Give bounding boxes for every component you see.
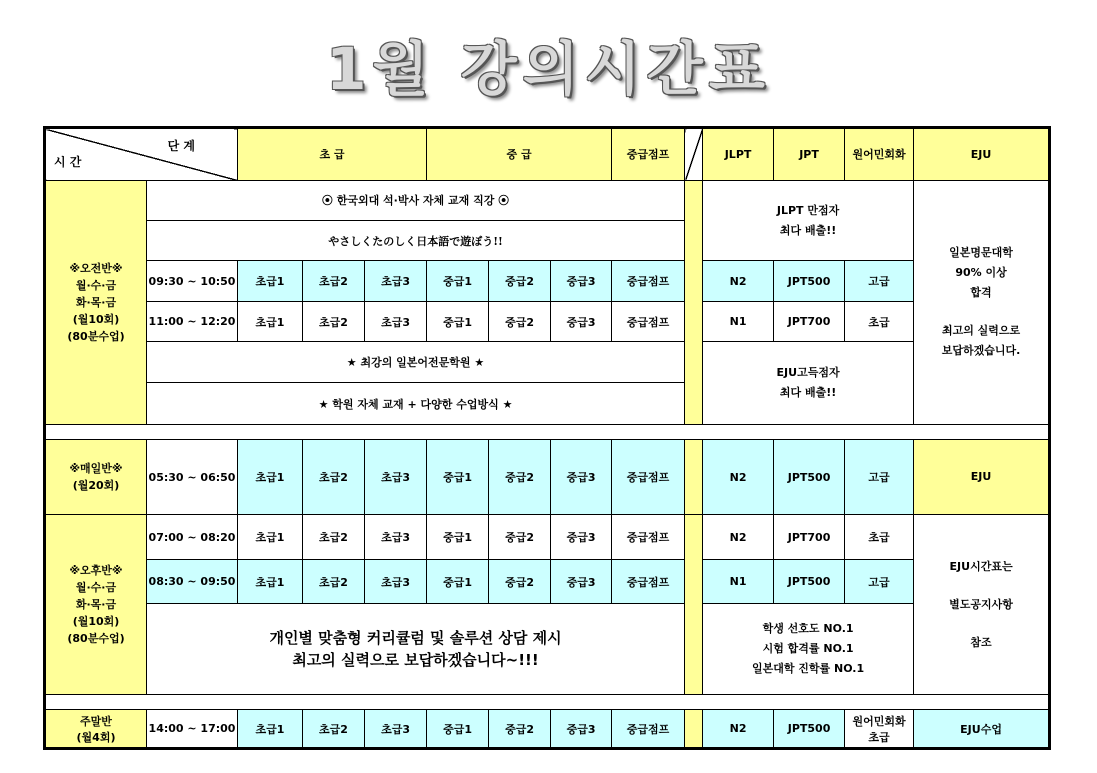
header-divider [685, 128, 703, 181]
eju-cell: EJU [914, 440, 1050, 515]
table-row [45, 301, 1050, 341]
table-row [45, 440, 1050, 515]
note-line: 최고의 실력으로 [941, 324, 1021, 338]
class-cell: 초급2 [303, 301, 365, 341]
table-row [45, 559, 1050, 604]
class-cell: 중급3 [551, 261, 612, 301]
table-row [45, 710, 1050, 749]
conv-cell: 고급 [845, 559, 914, 604]
class-cell: 중급2 [489, 440, 551, 515]
time-cell: 09:30 ~ 10:50 [147, 261, 238, 301]
class-cell: 중급2 [489, 515, 551, 560]
morning-banner-4: ★ 학원 자체 교재 + 다양한 수업방식 ★ [147, 382, 685, 424]
conv-cell [845, 710, 914, 749]
daily-label [45, 440, 147, 515]
time-cell: 07:00 ~ 08:20 [147, 515, 238, 560]
class-cell: 중급2 [489, 261, 551, 301]
conv-cell: 초급 [845, 515, 914, 560]
section-gap [45, 425, 1050, 440]
conv-line: 원어민회화 [852, 714, 906, 728]
class-cell: 초급2 [303, 440, 365, 515]
jlpt-cell: N1 [703, 559, 774, 604]
class-cell: 초급2 [303, 515, 365, 560]
morning-label-line: (80분수업) [67, 329, 125, 343]
daily-label-line: ※매일반※ [69, 462, 123, 476]
table-row [45, 515, 1050, 560]
header-conv: 원어민회화 [845, 128, 914, 181]
jpt-cell: JPT700 [774, 515, 845, 560]
jpt-cell: JPT500 [774, 559, 845, 604]
jlpt-cell: N2 [703, 261, 774, 301]
class-cell: 초급3 [365, 515, 427, 560]
morning-eju-note [703, 342, 914, 425]
afternoon-divider [685, 515, 703, 695]
class-cell: 중급점프 [612, 559, 685, 604]
class-cell: 중급3 [551, 710, 612, 749]
class-cell: 초급3 [365, 261, 427, 301]
class-cell: 중급1 [427, 515, 489, 560]
class-cell: 중급3 [551, 440, 612, 515]
conv-line: 초급 [868, 730, 890, 744]
conv-cell: 고급 [845, 261, 914, 301]
note-line: 일본명문대학 [949, 246, 1013, 260]
note-line: 참조 [970, 635, 992, 649]
note-line: 최다 배출!! [779, 386, 837, 400]
jpt-cell: JPT500 [774, 440, 845, 515]
morning-label-line: ※오전반※ [69, 261, 123, 275]
morning-label-line: (월10회) [72, 312, 120, 326]
afternoon-label-line: ※오후반※ [69, 564, 123, 578]
header-eju: EJU [914, 128, 1050, 181]
jlpt-cell: N2 [703, 515, 774, 560]
class-cell: 초급1 [238, 301, 303, 341]
weekend-label-line: (월4회) [76, 730, 116, 744]
page-title: 1월 강의시간표 [326, 35, 771, 103]
morning-label [45, 180, 147, 425]
jpt-cell: JPT500 [774, 261, 845, 301]
note-line: 최다 배출!! [779, 223, 837, 237]
morning-label-line: 화·목·금 [75, 295, 117, 309]
daily-label-line: (월20회) [72, 479, 120, 493]
morning-banner-2: やさしくたのしく日本語で遊ぼう!! [147, 221, 685, 261]
weekend-label-line: 주말반 [80, 714, 112, 728]
time-cell: 05:30 ~ 06:50 [147, 440, 238, 515]
header-corner [45, 128, 238, 181]
afternoon-label-line: 월·수·금 [75, 581, 117, 595]
class-cell: 중급3 [551, 301, 612, 341]
morning-banner-3: ★ 최강의 일본어전문학원 ★ [147, 342, 685, 382]
weekend-divider [685, 710, 703, 749]
class-cell: 초급1 [238, 515, 303, 560]
header-intermediate: 중 급 [427, 128, 612, 181]
class-cell: 중급3 [551, 515, 612, 560]
afternoon-label-line: (80분수업) [67, 632, 125, 646]
eju-cell: EJU수업 [914, 710, 1050, 749]
section-gap [45, 695, 1050, 710]
class-cell: 초급1 [238, 440, 303, 515]
header-level: 단 계 [167, 139, 195, 153]
class-cell: 초급1 [238, 559, 303, 604]
class-cell: 초급3 [365, 559, 427, 604]
class-cell: 중급2 [489, 301, 551, 341]
morning-label-line: 월·수·금 [75, 278, 117, 292]
afternoon-eju-side [914, 515, 1050, 695]
conv-cell: 고급 [845, 440, 914, 515]
class-cell: 중급1 [427, 559, 489, 604]
note-line: EJU시간표는 [949, 559, 1013, 573]
note-line: 합격 [970, 286, 992, 300]
afternoon-label-line: (월10회) [72, 615, 120, 629]
header-jpt: JPT [774, 128, 845, 181]
header-row [45, 128, 1050, 181]
class-cell: 초급2 [303, 261, 365, 301]
note-line [914, 303, 1048, 321]
time-cell: 11:00 ~ 12:20 [147, 301, 238, 341]
note-line: 일본대학 진학률 NO.1 [751, 662, 865, 676]
note-line: 학생 선호도 NO.1 [762, 622, 854, 636]
afternoon-jlpt-note [703, 604, 914, 695]
note-line: 90% 이상 [955, 266, 1007, 280]
note-line: JLPT 만점자 [776, 203, 840, 217]
class-cell: 중급점프 [612, 301, 685, 341]
class-cell: 중급1 [427, 301, 489, 341]
class-cell: 중급2 [489, 559, 551, 604]
time-cell: 08:30 ~ 09:50 [147, 559, 238, 604]
jlpt-cell: N1 [703, 301, 774, 341]
class-cell: 중급점프 [612, 515, 685, 560]
class-cell: 중급1 [427, 440, 489, 515]
note-line: EJU고득점자 [776, 366, 840, 380]
class-cell: 초급1 [238, 710, 303, 749]
class-cell: 중급1 [427, 710, 489, 749]
note-line: 보답하겠습니다. [941, 344, 1021, 358]
weekend-label [45, 710, 147, 749]
class-cell: 초급2 [303, 710, 365, 749]
table-row [45, 261, 1050, 301]
afternoon-label [45, 515, 147, 695]
morning-divider [685, 180, 703, 425]
class-cell: 초급3 [365, 710, 427, 749]
note-line: 최고의 실력으로 보답하겠습니다~!!! [292, 651, 539, 670]
note-line: 시험 합격률 NO.1 [762, 642, 854, 656]
class-cell: 중급점프 [612, 710, 685, 749]
header-jlpt: JLPT [703, 128, 774, 181]
note-line: 별도공지사항 [949, 597, 1013, 611]
morning-banner-1: ⦿ 한국외대 석·박사 자체 교재 직강 ⦿ [147, 180, 685, 220]
afternoon-note [147, 604, 685, 695]
time-cell: 14:00 ~ 17:00 [147, 710, 238, 749]
jpt-cell: JPT700 [774, 301, 845, 341]
class-cell: 중급3 [551, 559, 612, 604]
note-line: 개인별 맞춤형 커리큘럼 및 솔루션 상담 제시 [269, 629, 562, 648]
afternoon-label-line: 화·목·금 [75, 598, 117, 612]
class-cell: 초급1 [238, 261, 303, 301]
morning-eju-side [914, 180, 1050, 425]
class-cell: 초급3 [365, 301, 427, 341]
daily-divider [685, 440, 703, 515]
morning-jlpt-note [703, 180, 914, 261]
header-jump: 중급점프 [612, 128, 685, 181]
class-cell: 초급3 [365, 440, 427, 515]
jlpt-cell: N2 [703, 710, 774, 749]
timetable [43, 126, 1051, 750]
conv-cell: 초급 [845, 301, 914, 341]
class-cell: 중급점프 [612, 440, 685, 515]
header-time: 시 간 [54, 154, 82, 169]
class-cell: 초급2 [303, 559, 365, 604]
header-beginner: 초 급 [238, 128, 427, 181]
class-cell: 중급1 [427, 261, 489, 301]
jpt-cell: JPT500 [774, 710, 845, 749]
class-cell: 중급점프 [612, 261, 685, 301]
class-cell: 중급2 [489, 710, 551, 749]
jlpt-cell: N2 [703, 440, 774, 515]
